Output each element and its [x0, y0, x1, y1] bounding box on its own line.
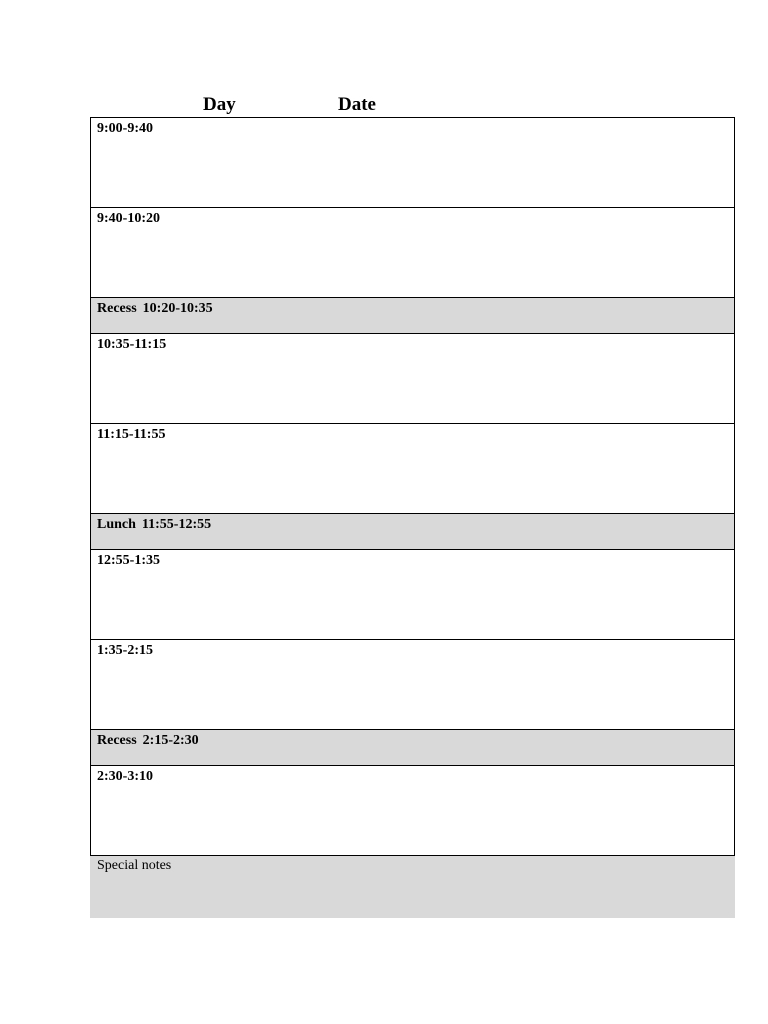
period-slot-1[interactable] — [91, 118, 734, 208]
period-slot-6[interactable] — [91, 640, 734, 730]
break-name: Recess — [97, 733, 137, 748]
recess-row-morning — [91, 298, 734, 334]
period-time-label: 11:15-11:55 — [97, 427, 166, 442]
schedule-table — [90, 117, 735, 856]
break-time: 11:55-12:55 — [141, 517, 212, 532]
special-notes-label: Special notes — [97, 858, 172, 873]
break-name: Lunch — [97, 517, 136, 532]
period-slot-7[interactable] — [91, 766, 734, 856]
break-time: 2:15-2:30 — [142, 733, 199, 748]
period-slot-4[interactable] — [91, 424, 734, 514]
period-time-label: 1:35-2:15 — [97, 643, 153, 658]
period-time-label: 12:55-1:35 — [97, 553, 160, 568]
period-slot-2[interactable] — [91, 208, 734, 298]
period-time-label: 9:40-10:20 — [97, 211, 160, 226]
break-time: 10:20-10:35 — [142, 301, 213, 316]
period-slot-3[interactable] — [91, 334, 734, 424]
period-time-label: 9:00-9:40 — [97, 121, 153, 136]
period-time-label: 10:35-11:15 — [97, 337, 167, 352]
lunch-row — [91, 514, 734, 550]
day-label: Day — [203, 94, 236, 115]
recess-row-afternoon — [91, 730, 734, 766]
break-name: Recess — [97, 301, 137, 316]
period-slot-5[interactable] — [91, 550, 734, 640]
special-notes-box[interactable] — [90, 856, 735, 918]
date-label: Date — [338, 94, 376, 115]
period-time-label: 2:30-3:10 — [97, 769, 153, 784]
